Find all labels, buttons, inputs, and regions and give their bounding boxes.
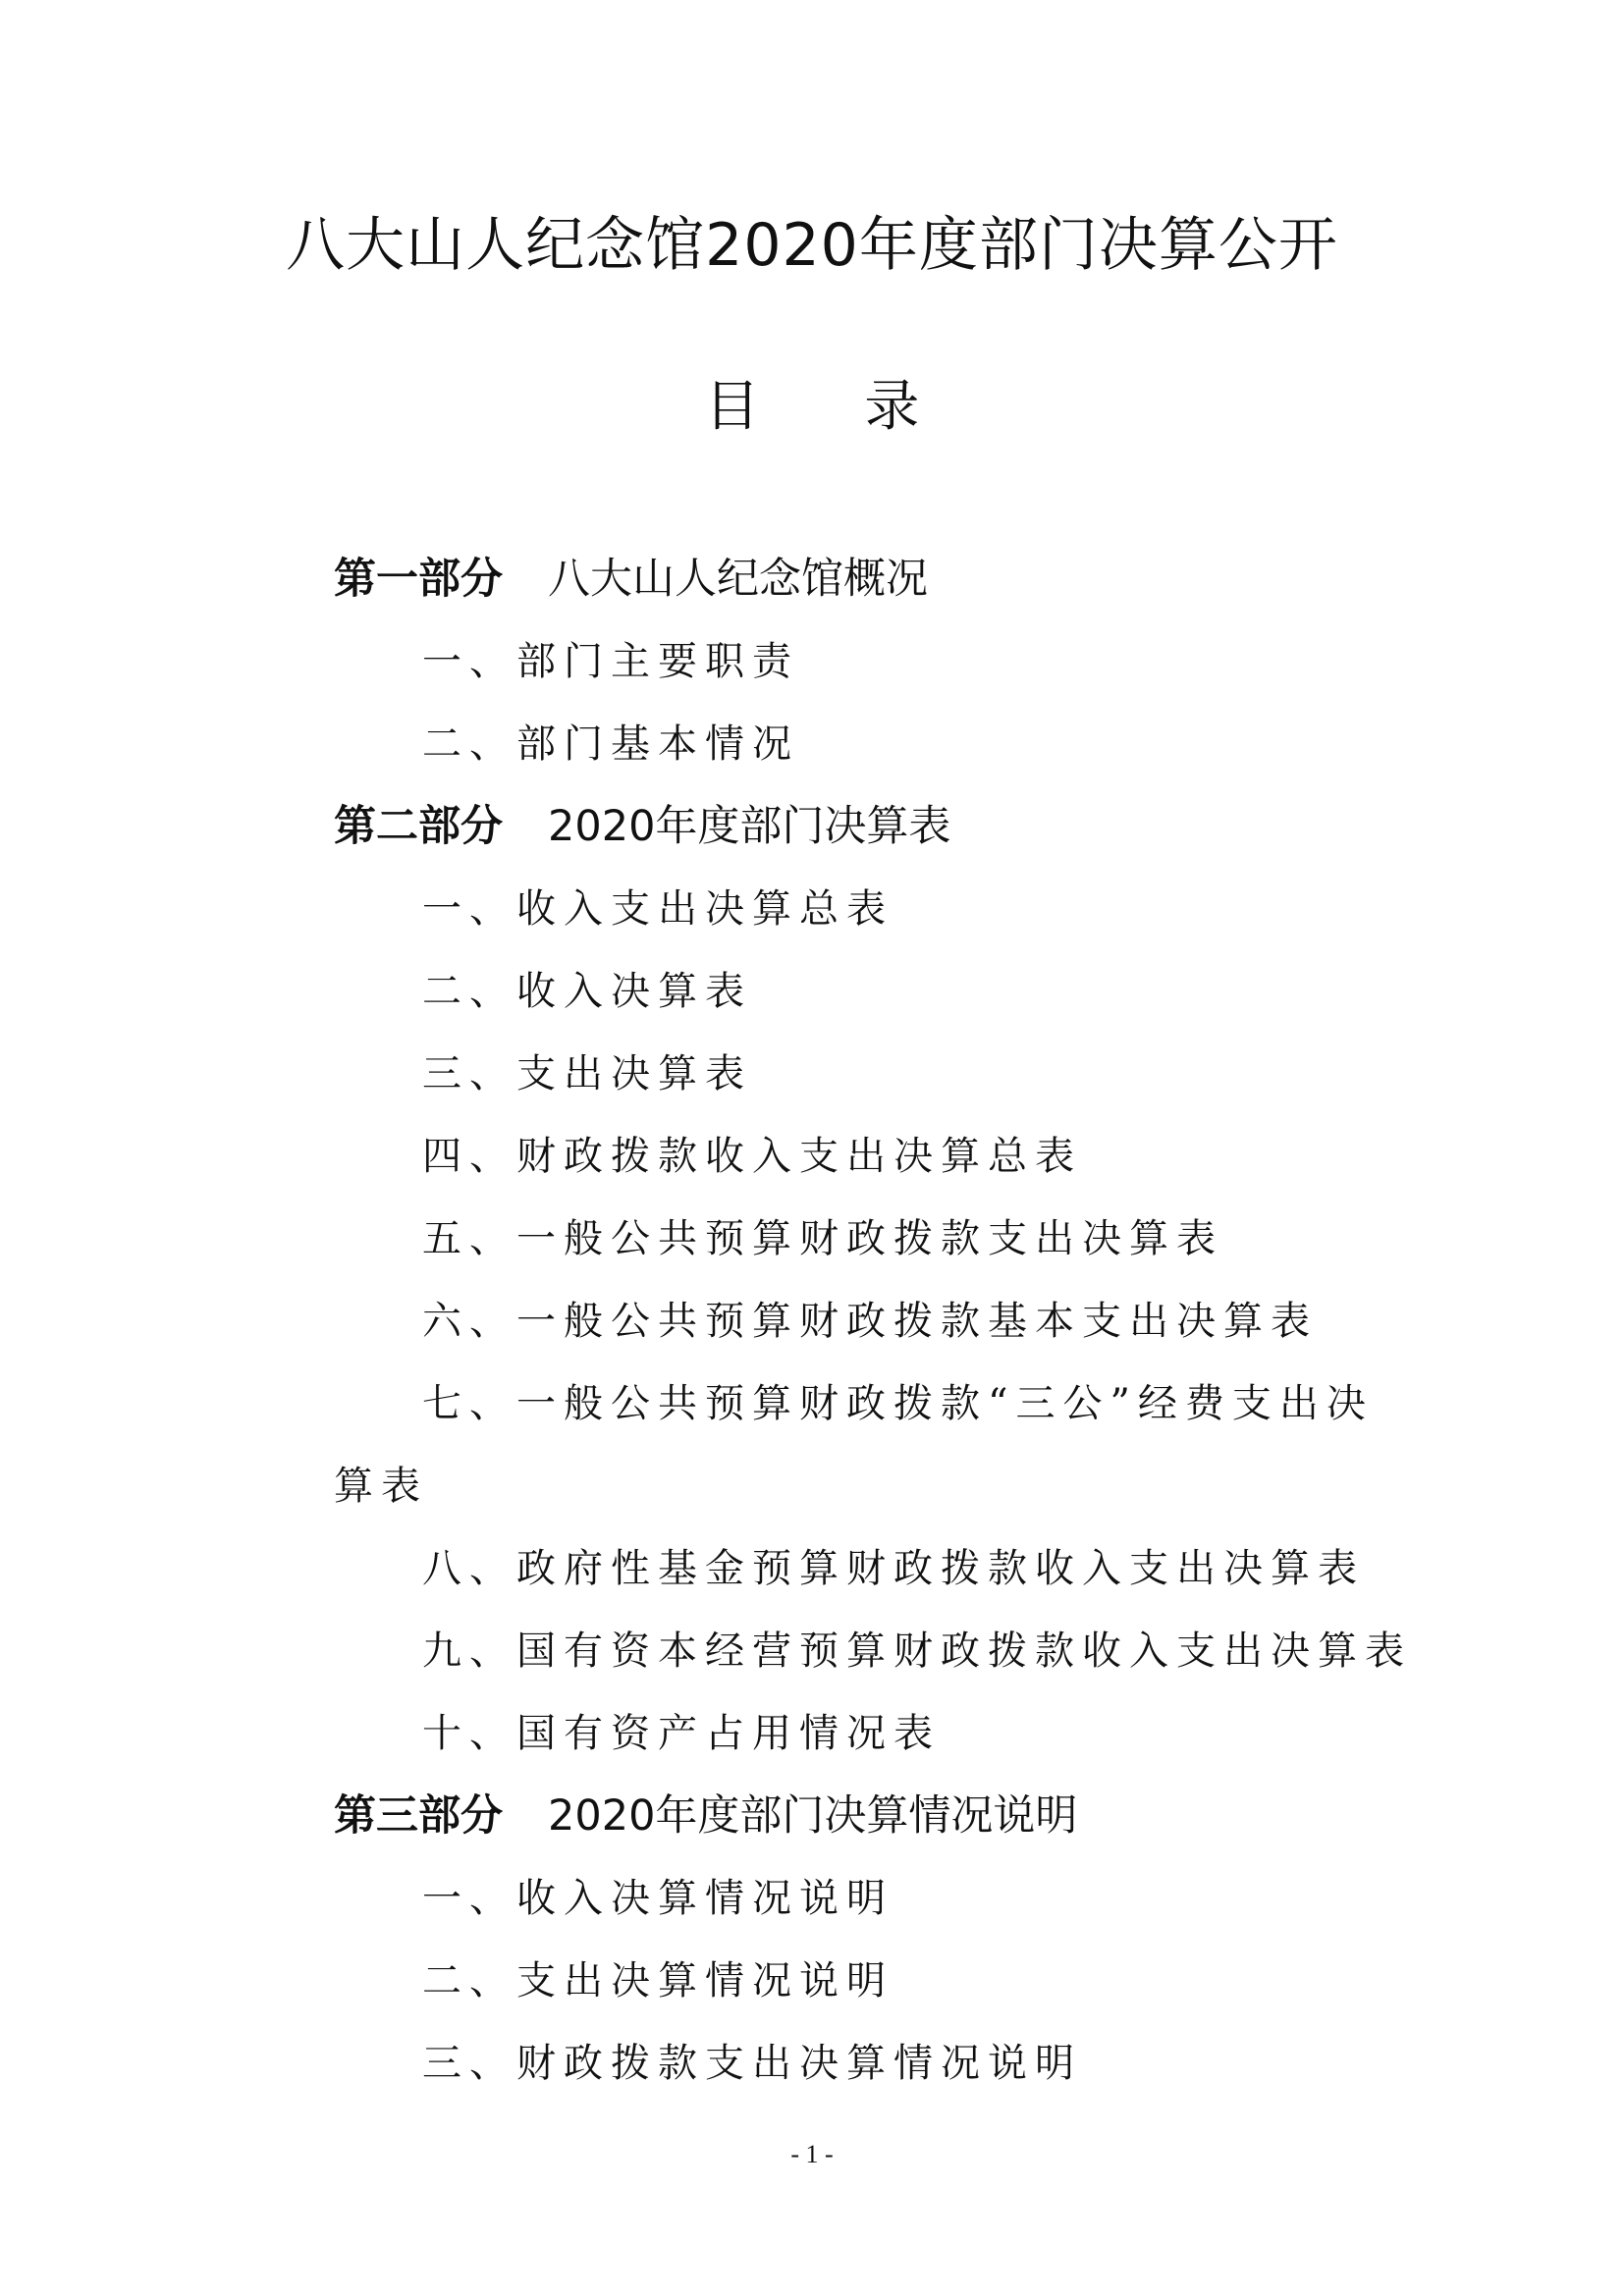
part-title: 2020年度部门决算情况说明 (548, 1791, 1078, 1841)
toc-item: 十、国有资产占用情况表 (422, 1711, 941, 1756)
toc-item: 三、财政拨款支出决算情况说明 (422, 2041, 1082, 2086)
toc-item: 一、部门主要职责 (422, 639, 799, 684)
toc-item: 四、财政拨款收入支出决算总表 (422, 1134, 1082, 1179)
toc-item: 九、国有资本经营预算财政拨款收入支出决算表 (422, 1629, 1412, 1674)
part-title: 八大山人纪念馆概况 (548, 555, 928, 604)
toc-item: 二、部门基本情况 (422, 721, 799, 767)
toc-part-1 (334, 538, 1384, 620)
toc-item: 二、支出决算情况说明 (422, 1958, 893, 2003)
part-label: 第二部分 (334, 802, 503, 851)
toc-item: 六、一般公共预算财政拨款基本支出决算表 (422, 1299, 1318, 1344)
toc-item: 一、收入决算情况说明 (422, 1876, 893, 1921)
toc-part-2 (334, 785, 1384, 868)
part-title: 2020年度部门决算表 (548, 802, 951, 851)
toc-heading: 目 录 (704, 375, 920, 439)
toc-item: 一、收入支出决算总表 (422, 886, 893, 932)
toc-item: 五、一般公共预算财政拨款支出决算表 (422, 1216, 1223, 1261)
document-title: 八大山人纪念馆2020年度部门决算公开 (286, 211, 1338, 280)
page-number: - 1 - (790, 2140, 834, 2168)
toc-part-3 (334, 1775, 1384, 1857)
toc-item: 三、支出决算表 (422, 1051, 752, 1096)
toc-item: 八、政府性基金预算财政拨款收入支出决算表 (422, 1546, 1365, 1591)
toc-item: 七、一般公共预算财政拨款“三公”经费支出决算表 (334, 1381, 1374, 1509)
toc-item: 二、收入决算表 (422, 969, 752, 1014)
part-label: 第一部分 (334, 555, 503, 604)
part-label: 第三部分 (334, 1791, 503, 1841)
table-of-contents (334, 538, 1412, 2105)
